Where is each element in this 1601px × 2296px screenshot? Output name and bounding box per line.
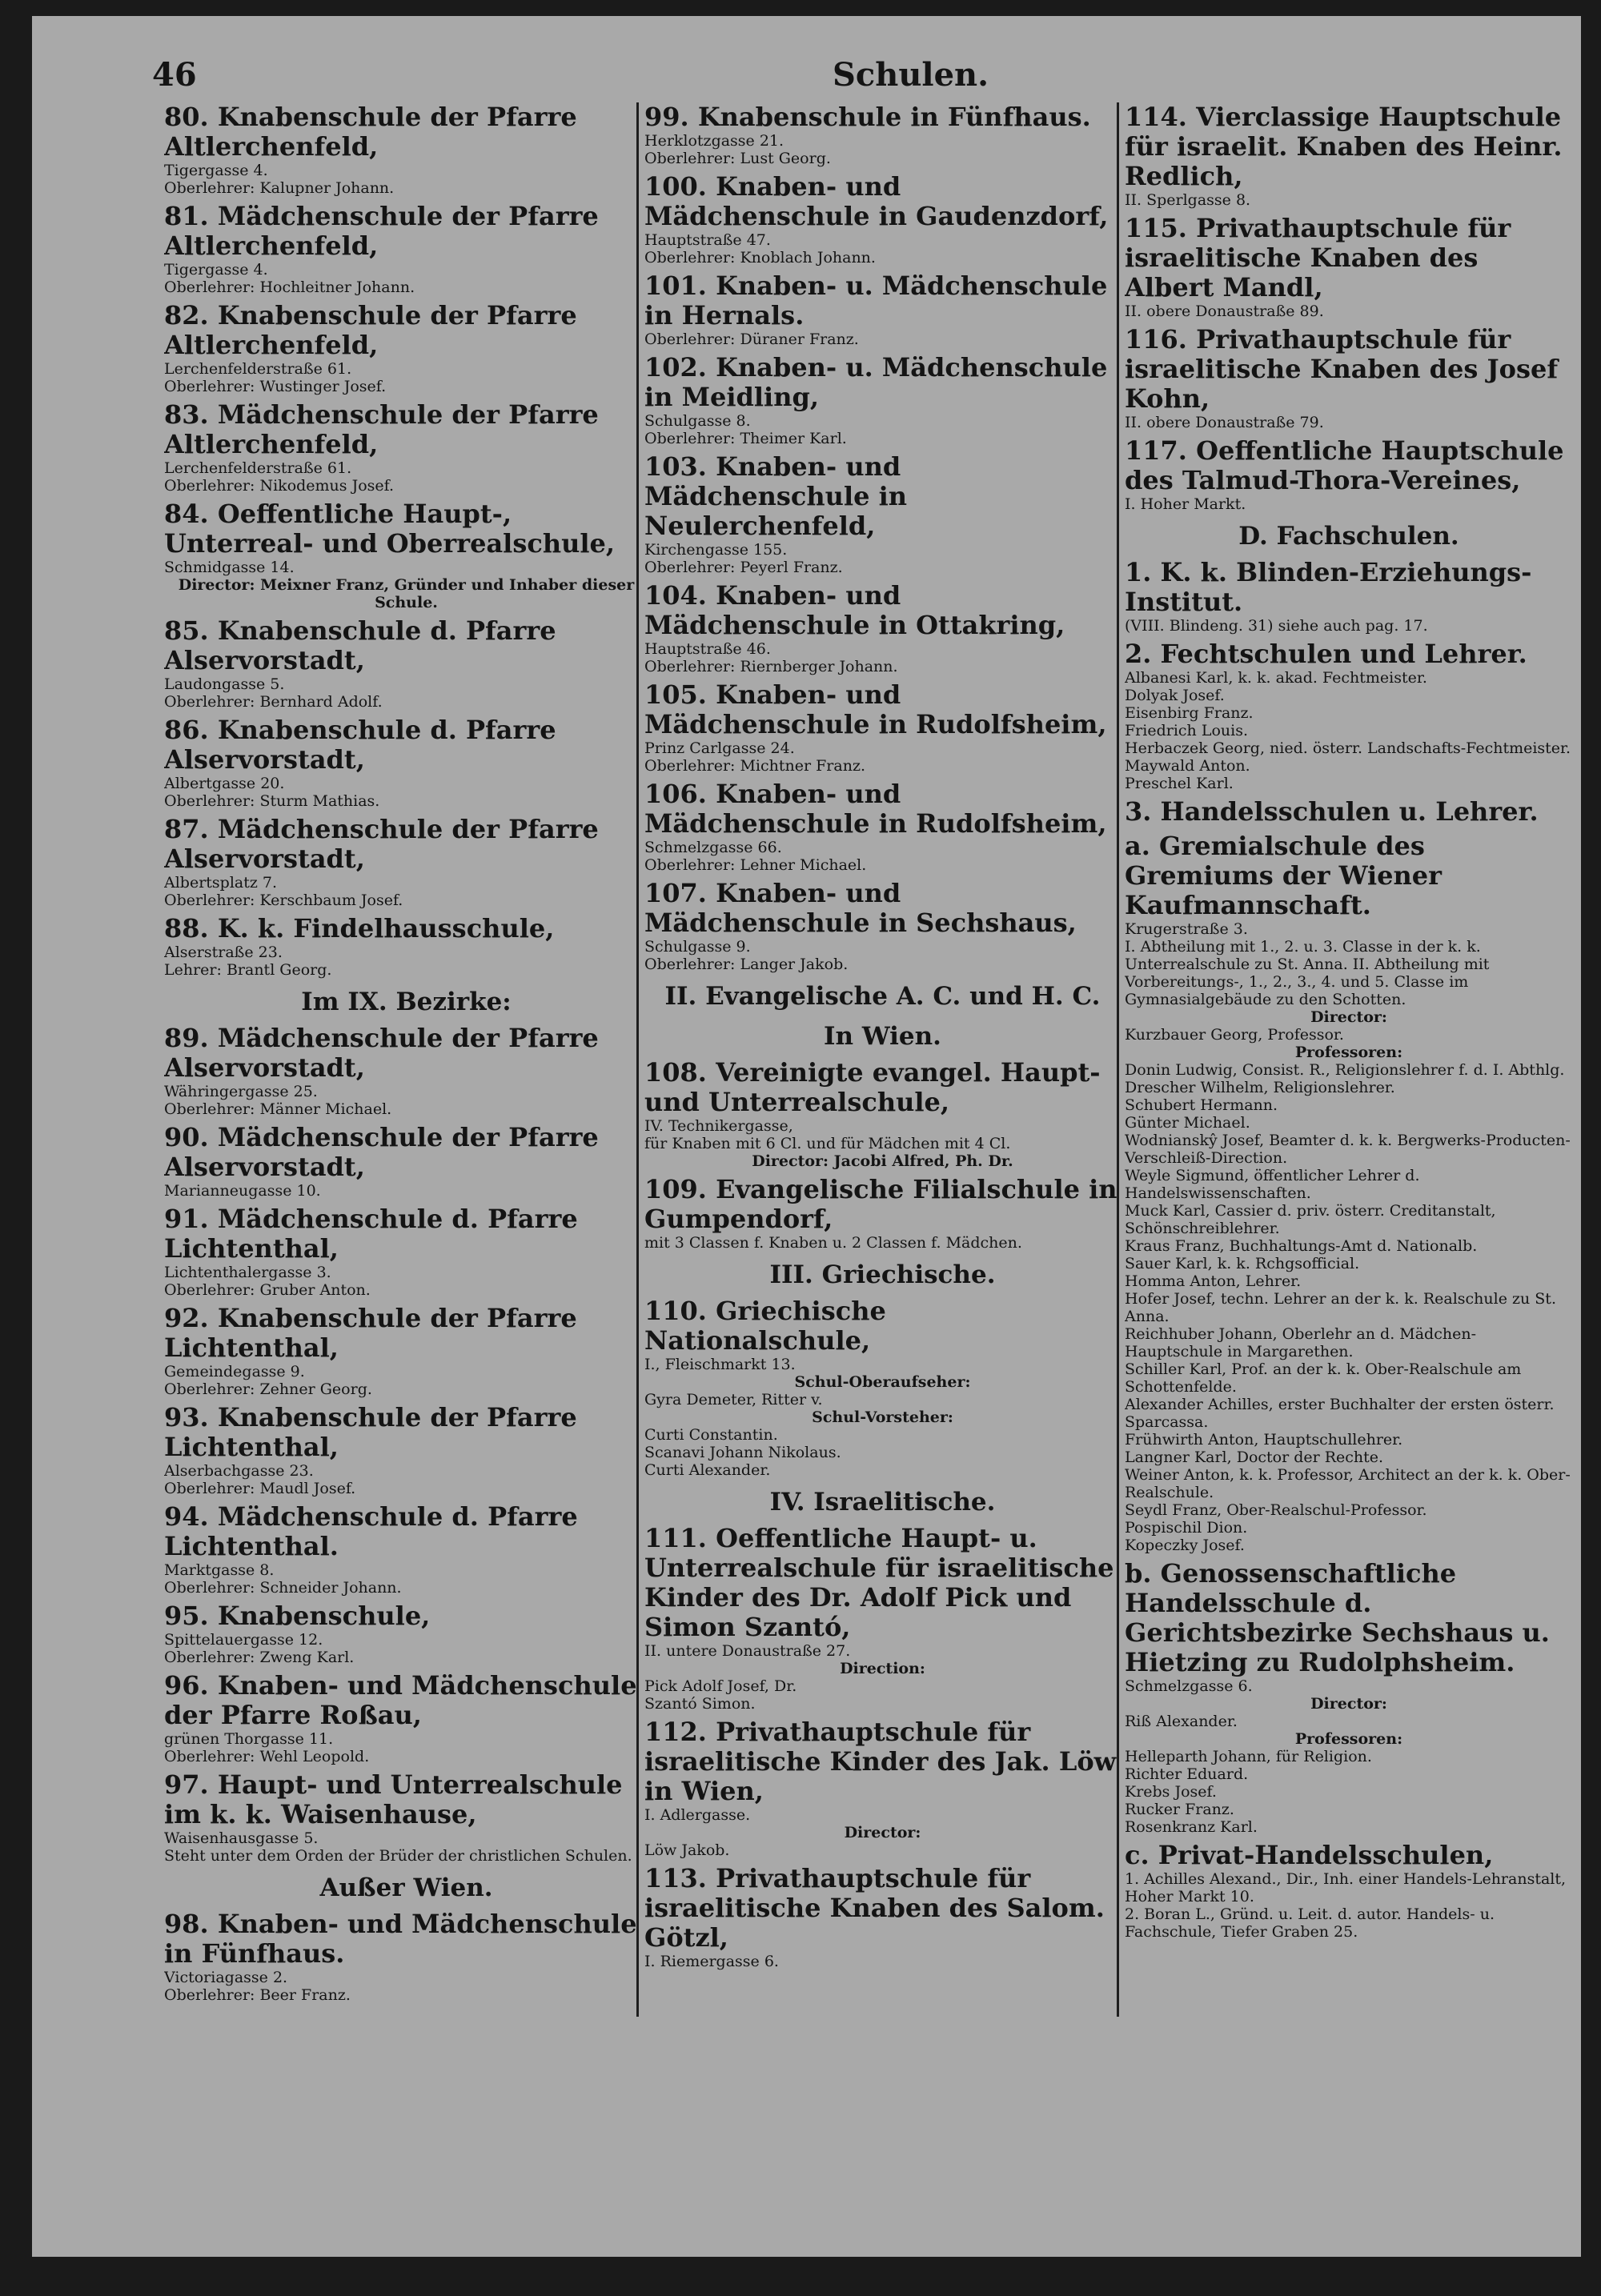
detail-line: I. Hoher Markt. (1125, 495, 1246, 513)
detail-line: Director: (844, 1824, 921, 1841)
detail-line: Professoren: (1294, 1730, 1403, 1748)
detail-line: 1. Achilles Alexand., Dir., Inh. einer Handels-Lehranstalt, Hoher Markt 10. (1125, 1870, 1567, 1905)
school-entry (164, 499, 648, 611)
detail-line: Oberlehrer: Männer Michael. (164, 1100, 392, 1118)
detail-line: Helleparth Johann, für Religion. (1125, 1748, 1372, 1765)
school-details (164, 944, 648, 979)
detail-line: (VIII. Blindeng. 31) siehe auch pag. 17. (1125, 617, 1428, 635)
school-title: 84. Oeffentliche Haupt-, Unterreal- und Oberrealschule, (164, 499, 616, 559)
school-entry (1125, 558, 1573, 635)
school-title: 108. Vereinigte evangel. Haupt- und Unterrealschule, (644, 1057, 1101, 1117)
school-entry (164, 1770, 648, 1865)
detail-line: Oberlehrer: Langer Jakob. (644, 956, 849, 973)
school-entry (164, 1502, 648, 1597)
school-title: 97. Haupt- und Unterrealschule im k. k. Waisenhause, (164, 1769, 623, 1829)
page-number: 46 (152, 56, 197, 94)
school-entry (1125, 214, 1573, 320)
detail-line: Wodnianskŷ Josef, Beamter d. k. k. Bergwerks-Producten-Verschleiß-Direction. (1125, 1132, 1571, 1167)
school-entry (164, 715, 648, 810)
detail-line: Schulgasse 9. (644, 938, 751, 956)
school-details (164, 1561, 648, 1597)
school-title: 89. Mädchenschule der Pfarre Alservorstadt, (164, 1023, 599, 1083)
detail-line: I., Fleischmarkt 13. (644, 1356, 796, 1373)
school-details (164, 1462, 648, 1497)
school-details (164, 162, 648, 197)
column-middle (644, 102, 1121, 1975)
detail-line: Drescher Wilhelm, Religionslehrer. (1125, 1079, 1395, 1096)
detail-line: Oberlehrer: Knoblach Johann. (644, 249, 876, 266)
detail-line: Prinz Carlgasse 24. (644, 739, 795, 757)
school-details (164, 1631, 648, 1666)
school-entry (644, 172, 1121, 266)
detail-line: Frühwirth Anton, Hauptschullehrer. (1125, 1431, 1403, 1449)
school-title: 115. Privathauptschule für israelitische Knaben des Albert Mandl, (1125, 213, 1511, 303)
detail-line: Preschel Karl. (1125, 775, 1234, 792)
school-title: 85. Knabenschule d. Pfarre Alservorstadt, (164, 615, 556, 675)
detail-line: Director: (1310, 1695, 1387, 1713)
detail-line: I. Abtheilung mit 1., 2. u. 3. Classe in der k. k. Unterrealschule zu St. Anna. II. Abtheilung mit Vorbereitungs-, 1., 2., 3., 4. und 5. Classe im Gymnasialgebäude zu den Schotten. (1125, 938, 1490, 1008)
detail-line: Gyra Demeter, Ritter v. (644, 1391, 823, 1408)
school-details (644, 331, 1121, 348)
school-details (1125, 495, 1573, 513)
detail-line: Schiller Karl, Prof. an der k. k. Ober-Realschule am Schottenfelde. (1125, 1360, 1522, 1396)
document-page (32, 16, 1581, 2257)
detail-line: II. obere Donaustraße 79. (1125, 414, 1324, 431)
detail-line: Riß Alexander. (1125, 1713, 1238, 1730)
detail-line: Oberlehrer: Düraner Franz. (644, 331, 859, 348)
school-title: 116. Privathauptschule für israelitische Knaben des Josef Kohn, (1125, 324, 1559, 414)
school-details (644, 412, 1121, 447)
detail-line: Eisenbirg Franz. (1125, 704, 1254, 722)
school-entry (644, 1175, 1121, 1252)
detail-line: Weiner Anton, k. k. Professor, Architect an der k. k. Ober-Realschule. (1125, 1466, 1571, 1501)
detail-line: Oberlehrer: Kalupner Johann. (164, 179, 395, 197)
detail-line: Oberlehrer: Beer Franz. (164, 1986, 351, 2004)
detail-line: Spittelauergasse 12. (164, 1631, 323, 1649)
detail-line: Victoriagasse 2. (164, 1969, 288, 1986)
detail-line: Sauer Karl, k. k. Rchgsofficial. (1125, 1255, 1360, 1272)
school-details (1125, 669, 1573, 792)
school-title: 101. Knaben- u. Mädchenschule in Hernals. (644, 270, 1108, 331)
school-entry (164, 202, 648, 296)
detail-line: Marianneugasse 10. (164, 1182, 321, 1200)
detail-line: Oberlehrer: Michtner Franz. (644, 757, 866, 775)
school-entry (1125, 797, 1573, 827)
school-title: 104. Knaben- und Mädchenschule in Ottakring, (644, 580, 1065, 640)
detail-line: Maywald Anton. (1125, 757, 1250, 775)
detail-line: Schul-Oberaufseher: (794, 1373, 971, 1391)
school-title: 80. Knabenschule der Pfarre Altlerchenfeld, (164, 102, 577, 162)
detail-line: Schul-Vorsteher: (812, 1408, 953, 1426)
school-title: 96. Knaben- und Mädchenschule der Pfarre Roßau, (164, 1670, 637, 1730)
school-entry (644, 1058, 1121, 1170)
detail-line: Oberlehrer: Theimer Karl. (644, 430, 847, 447)
school-details (164, 360, 648, 395)
school-title: 92. Knabenschule der Pfarre Lichtenthal, (164, 1303, 577, 1363)
detail-line: Oberlehrer: Gruber Anton. (164, 1281, 371, 1299)
school-entry (1125, 436, 1573, 513)
school-entry (644, 452, 1121, 576)
school-details (1125, 303, 1573, 320)
school-details (1125, 617, 1573, 635)
school-entry (164, 1304, 648, 1398)
section-heading: II. Evangelische A. C. und H. C. (664, 982, 1101, 1011)
school-entry (164, 1403, 648, 1497)
detail-line: Rosenkranz Karl. (1125, 1818, 1258, 1836)
school-entry (164, 1123, 648, 1200)
detail-line: II. untere Donaustraße 27. (644, 1642, 851, 1660)
school-entry (1125, 1559, 1573, 1836)
detail-line: Pick Adolf Josef, Dr. (644, 1677, 797, 1695)
school-title: a. Gremialschule des Gremiums der Wiener Kaufmannschaft. (1125, 831, 1442, 920)
school-entry (1125, 325, 1573, 431)
school-entry (164, 616, 648, 711)
school-title: 88. K. k. Findelhausschule, (164, 913, 555, 944)
detail-line: Albertsplatz 7. (164, 874, 278, 892)
school-title: 95. Knabenschule, (164, 1601, 431, 1631)
school-entry (164, 914, 648, 979)
school-entry (644, 271, 1121, 348)
detail-line: Krugerstraße 3. (1125, 920, 1248, 938)
detail-line: Waisenhausgasse 5. (164, 1829, 319, 1847)
school-entry (164, 815, 648, 909)
detail-line: Schmelzgasse 66. (644, 839, 782, 856)
detail-line: Oberlehrer: Maudl Josef. (164, 1480, 356, 1497)
school-entry (164, 400, 648, 495)
detail-line: Schmidgasse 14. (164, 559, 295, 576)
school-entry (164, 102, 648, 197)
detail-line: Dolyak Josef. (1125, 687, 1225, 704)
school-entry (644, 581, 1121, 675)
school-title: 110. Griechische Nationalschule, (644, 1296, 886, 1356)
detail-line: Direction: (840, 1660, 925, 1677)
school-details (164, 775, 648, 810)
section-heading: In Wien. (824, 1022, 941, 1051)
detail-line: Oberlehrer: Bernhard Adolf. (164, 693, 383, 711)
detail-line: Hauptstraße 47. (644, 231, 771, 249)
school-details (644, 1234, 1121, 1252)
school-entry (164, 1671, 648, 1765)
detail-line: Oberlehrer: Riernberger Johann. (644, 658, 898, 675)
detail-line: I. Riemergasse 6. (644, 1953, 779, 1970)
detail-line: Muck Karl, Cassier d. priv. österr. Creditanstalt, Schönschreiblehrer. (1125, 1202, 1496, 1237)
school-entry (1125, 639, 1573, 792)
school-title: 93. Knabenschule der Pfarre Lichtenthal, (164, 1402, 577, 1462)
school-title: 117. Oeffentliche Hauptschule des Talmud-Thora-Vereines, (1125, 435, 1564, 495)
school-title: 109. Evangelische Filialschule in Gumpendorf, (644, 1174, 1117, 1234)
detail-line: Hauptstraße 46. (644, 640, 771, 658)
detail-line: Herklotzgasse 21. (644, 132, 784, 150)
school-entry (164, 1909, 648, 2004)
school-details (644, 1356, 1121, 1479)
section-heading: Außer Wien. (319, 1873, 493, 1902)
detail-line: Lerchenfelderstraße 61. (164, 360, 352, 378)
school-entry (164, 1024, 648, 1118)
school-title: 100. Knaben- und Mädchenschule in Gaudenzdorf, (644, 171, 1109, 231)
detail-line: für Knaben mit 6 Cl. und für Mädchen mit 4 Cl. (644, 1135, 1011, 1152)
school-details (644, 839, 1121, 874)
detail-line: Tigergasse 4. (164, 261, 268, 278)
detail-line: Löw Jakob. (644, 1841, 730, 1859)
school-details (644, 231, 1121, 266)
school-details (1125, 191, 1573, 209)
school-entry (644, 353, 1121, 447)
school-entry (644, 1864, 1121, 1970)
school-details (164, 459, 648, 495)
detail-line: II. Sperlgasse 8. (1125, 191, 1251, 209)
detail-line: Director: (1310, 1008, 1387, 1026)
detail-line: Herbaczek Georg, nied. österr. Landschafts-Fechtmeister. (1125, 739, 1571, 757)
school-entry (644, 779, 1121, 874)
school-entry (164, 301, 648, 395)
detail-line: Alserstraße 23. (164, 944, 283, 961)
detail-line: Oberlehrer: Hochleitner Johann. (164, 278, 415, 296)
section-heading: Im IX. Bezirke: (301, 988, 512, 1016)
detail-line: Günter Michael. (1125, 1114, 1250, 1132)
school-details (164, 1969, 648, 2004)
school-details (164, 874, 648, 909)
detail-line: Oberlehrer: Peyerl Franz. (644, 559, 843, 576)
detail-line: Lehrer: Brantl Georg. (164, 961, 332, 979)
detail-line: Schulgasse 8. (644, 412, 751, 430)
detail-line: Währingergasse 25. (164, 1083, 318, 1100)
detail-line: I. Adlergasse. (644, 1806, 751, 1824)
school-details (164, 1083, 648, 1118)
school-details (164, 1363, 648, 1398)
detail-line: Oberlehrer: Zehner Georg. (164, 1380, 372, 1398)
school-details (644, 541, 1121, 576)
detail-line: Marktgasse 8. (164, 1561, 275, 1579)
detail-line: Gemeindegasse 9. (164, 1363, 305, 1380)
detail-line: Kurzbauer Georg, Professor. (1125, 1026, 1344, 1044)
school-title: 90. Mädchenschule der Pfarre Alservorstadt, (164, 1122, 599, 1182)
school-title: 86. Knabenschule d. Pfarre Alservorstadt, (164, 715, 556, 775)
school-details (644, 640, 1121, 675)
school-title: 82. Knabenschule der Pfarre Altlerchenfeld, (164, 300, 577, 360)
school-details (164, 559, 648, 611)
detail-line: Oberlehrer: Lehner Michael. (644, 856, 867, 874)
detail-line: Richter Eduard. (1125, 1765, 1249, 1783)
school-title: 105. Knaben- und Mädchenschule in Rudolfsheim, (644, 679, 1107, 739)
school-title: 3. Handelsschulen u. Lehrer. (1125, 796, 1539, 827)
school-details (644, 1642, 1121, 1713)
page-title: Schulen. (833, 56, 989, 94)
detail-line: Pospischil Dion. (1125, 1519, 1248, 1537)
detail-line: Lichtenthalergasse 3. (164, 1264, 331, 1281)
school-entry (644, 1717, 1121, 1859)
detail-line: Langner Karl, Doctor der Rechte. (1125, 1449, 1384, 1466)
school-details (164, 1730, 648, 1765)
detail-line: Alserbachgasse 23. (164, 1462, 314, 1480)
section-heading: III. Griechische. (769, 1260, 996, 1289)
detail-line: Oberlehrer: Wehl Leopold. (164, 1748, 370, 1765)
school-title: 112. Privathauptschule für israelitische Kinder des Jak. Löw in Wien, (644, 1717, 1117, 1806)
school-entry (644, 680, 1121, 775)
school-details (644, 1953, 1121, 1970)
school-details (164, 261, 648, 296)
school-title: 87. Mädchenschule der Pfarre Alservorstadt, (164, 814, 599, 874)
detail-line: Oberlehrer: Zweng Karl. (164, 1649, 355, 1666)
detail-line: Rucker Franz. (1125, 1801, 1234, 1818)
school-entry (644, 1524, 1121, 1713)
school-title: 106. Knaben- und Mädchenschule in Rudolfsheim, (644, 779, 1107, 839)
detail-line: Curti Constantin. (644, 1426, 778, 1444)
detail-line: Szantó Simon. (644, 1695, 756, 1713)
school-details (164, 675, 648, 711)
detail-line: Oberlehrer: Schneider Johann. (164, 1579, 402, 1597)
school-entry (164, 1204, 648, 1299)
detail-line: Schmelzgasse 6. (1125, 1677, 1253, 1695)
detail-line: Albanesi Karl, k. k. akad. Fechtmeister. (1125, 669, 1427, 687)
school-title: 94. Mädchenschule d. Pfarre Lichtenthal. (164, 1501, 578, 1561)
school-title: 103. Knaben- und Mädchenschule in Neulerchenfeld, (644, 451, 908, 541)
school-title: 83. Mädchenschule der Pfarre Altlerchenfeld, (164, 399, 599, 459)
section-heading: IV. Israelitische. (769, 1488, 996, 1517)
detail-line: Steht unter dem Orden der Brüder der christlichen Schulen. (164, 1847, 632, 1865)
school-details (644, 739, 1121, 775)
column-right (1125, 102, 1573, 1945)
school-details (164, 1264, 648, 1299)
detail-line: grünen Thorgasse 11. (164, 1730, 334, 1748)
school-details (164, 1182, 648, 1200)
detail-line: Weyle Sigmund, öffentlicher Lehrer d. Handelswissenschaften. (1125, 1167, 1420, 1202)
detail-line: Lerchenfelderstraße 61. (164, 459, 352, 477)
detail-line: II. obere Donaustraße 89. (1125, 303, 1324, 320)
school-entry (1125, 102, 1573, 209)
detail-line: Director: Jacobi Alfred, Ph. Dr. (752, 1152, 1013, 1170)
detail-line: Tigergasse 4. (164, 162, 268, 179)
school-title: 113. Privathauptschule für israelitische Knaben des Salom. Götzl, (644, 1863, 1105, 1953)
detail-line: Curti Alexander. (644, 1461, 771, 1479)
school-title: 81. Mädchenschule der Pfarre Altlerchenfeld, (164, 201, 599, 261)
school-details (644, 132, 1121, 167)
detail-line: Oberlehrer: Lust Georg. (644, 150, 831, 167)
school-title: 102. Knaben- u. Mädchenschule in Meidling, (644, 352, 1108, 412)
school-title: 1. K. k. Blinden-Erziehungs-Institut. (1125, 557, 1532, 617)
detail-line: Professoren: (1294, 1044, 1403, 1061)
school-details (644, 1806, 1121, 1859)
detail-line: Albertgasse 20. (164, 775, 285, 792)
school-details (644, 938, 1121, 973)
detail-line: Scanavi Johann Nikolaus. (644, 1444, 841, 1461)
detail-line: Kraus Franz, Buchhaltungs-Amt d. Nationalb. (1125, 1237, 1478, 1255)
detail-line: Seydl Franz, Ober-Realschul-Professor. (1125, 1501, 1427, 1519)
school-entry (644, 1296, 1121, 1479)
detail-line: Laudongasse 5. (164, 675, 285, 693)
detail-line: Oberlehrer: Kerschbaum Josef. (164, 892, 403, 909)
school-entry (1125, 1841, 1573, 1941)
detail-line: Schubert Hermann. (1125, 1096, 1278, 1114)
detail-line: 2. Boran L., Gründ. u. Leit. d. autor. Handels- u. Fachschule, Tiefer Graben 25. (1125, 1905, 1495, 1941)
school-details (1125, 1870, 1573, 1941)
school-title: 99. Knabenschule in Fünfhaus. (644, 102, 1091, 132)
detail-line: Krebs Josef. (1125, 1783, 1217, 1801)
school-title: 2. Fechtschulen und Lehrer. (1125, 639, 1527, 669)
detail-line: Director: Meixner Franz, Gründer und Inhaber dieser Schule. (178, 576, 635, 611)
detail-line: Hofer Josef, techn. Lehrer an der k. k. Realschule zu St. Anna. (1125, 1290, 1556, 1325)
detail-line: Kirchengasse 155. (644, 541, 788, 559)
school-details (644, 1117, 1121, 1170)
school-details (1125, 920, 1573, 1554)
school-details (1125, 1677, 1573, 1836)
school-title: b. Genossenschaftliche Handelsschule d. Gerichtsbezirke Sechshaus u. Hietzing zu Rudolphsheim. (1125, 1558, 1550, 1677)
column-left (164, 102, 648, 2009)
detail-line: Kopeczky Josef. (1125, 1537, 1245, 1554)
detail-line: IV. Technikergasse, (644, 1117, 793, 1135)
detail-line: Oberlehrer: Wustinger Josef. (164, 378, 387, 395)
detail-line: Homma Anton, Lehrer. (1125, 1272, 1302, 1290)
detail-line: Reichhuber Johann, Oberlehr an d. Mädchen-Hauptschule in Margarethen. (1125, 1325, 1476, 1360)
detail-line: Oberlehrer: Nikodemus Josef. (164, 477, 395, 495)
school-title: 111. Oeffentliche Haupt- u. Unterrealschule für israelitische Kinder des Dr. Adolf Pick und Simon Szantó, (644, 1523, 1114, 1642)
school-details (164, 1829, 648, 1865)
detail-line: mit 3 Classen f. Knaben u. 2 Classen f. Mädchen. (644, 1234, 1022, 1252)
school-title: 91. Mädchenschule d. Pfarre Lichtenthal, (164, 1204, 578, 1264)
school-title: 98. Knaben- und Mädchenschule in Fünfhaus. (164, 1909, 637, 1969)
detail-line: Alexander Achilles, erster Buchhalter der ersten österr. Sparcassa. (1125, 1396, 1555, 1431)
school-entry (644, 102, 1121, 167)
school-title: c. Privat-Handelsschulen, (1125, 1840, 1494, 1870)
school-details (1125, 414, 1573, 431)
section-heading: D. Fachschulen. (1238, 522, 1459, 551)
school-title: 114. Vierclassige Hauptschule für israelit. Knaben des Heinr. Redlich, (1125, 102, 1563, 191)
school-entry (644, 879, 1121, 973)
detail-line: Donin Ludwig, Consist. R., Religionslehrer f. d. I. Abthlg. (1125, 1061, 1565, 1079)
school-entry (1125, 831, 1573, 1554)
school-entry (164, 1601, 648, 1666)
detail-line: Oberlehrer: Sturm Mathias. (164, 792, 380, 810)
school-title: 107. Knaben- und Mädchenschule in Sechshaus, (644, 878, 1077, 938)
detail-line: Friedrich Louis. (1125, 722, 1248, 739)
